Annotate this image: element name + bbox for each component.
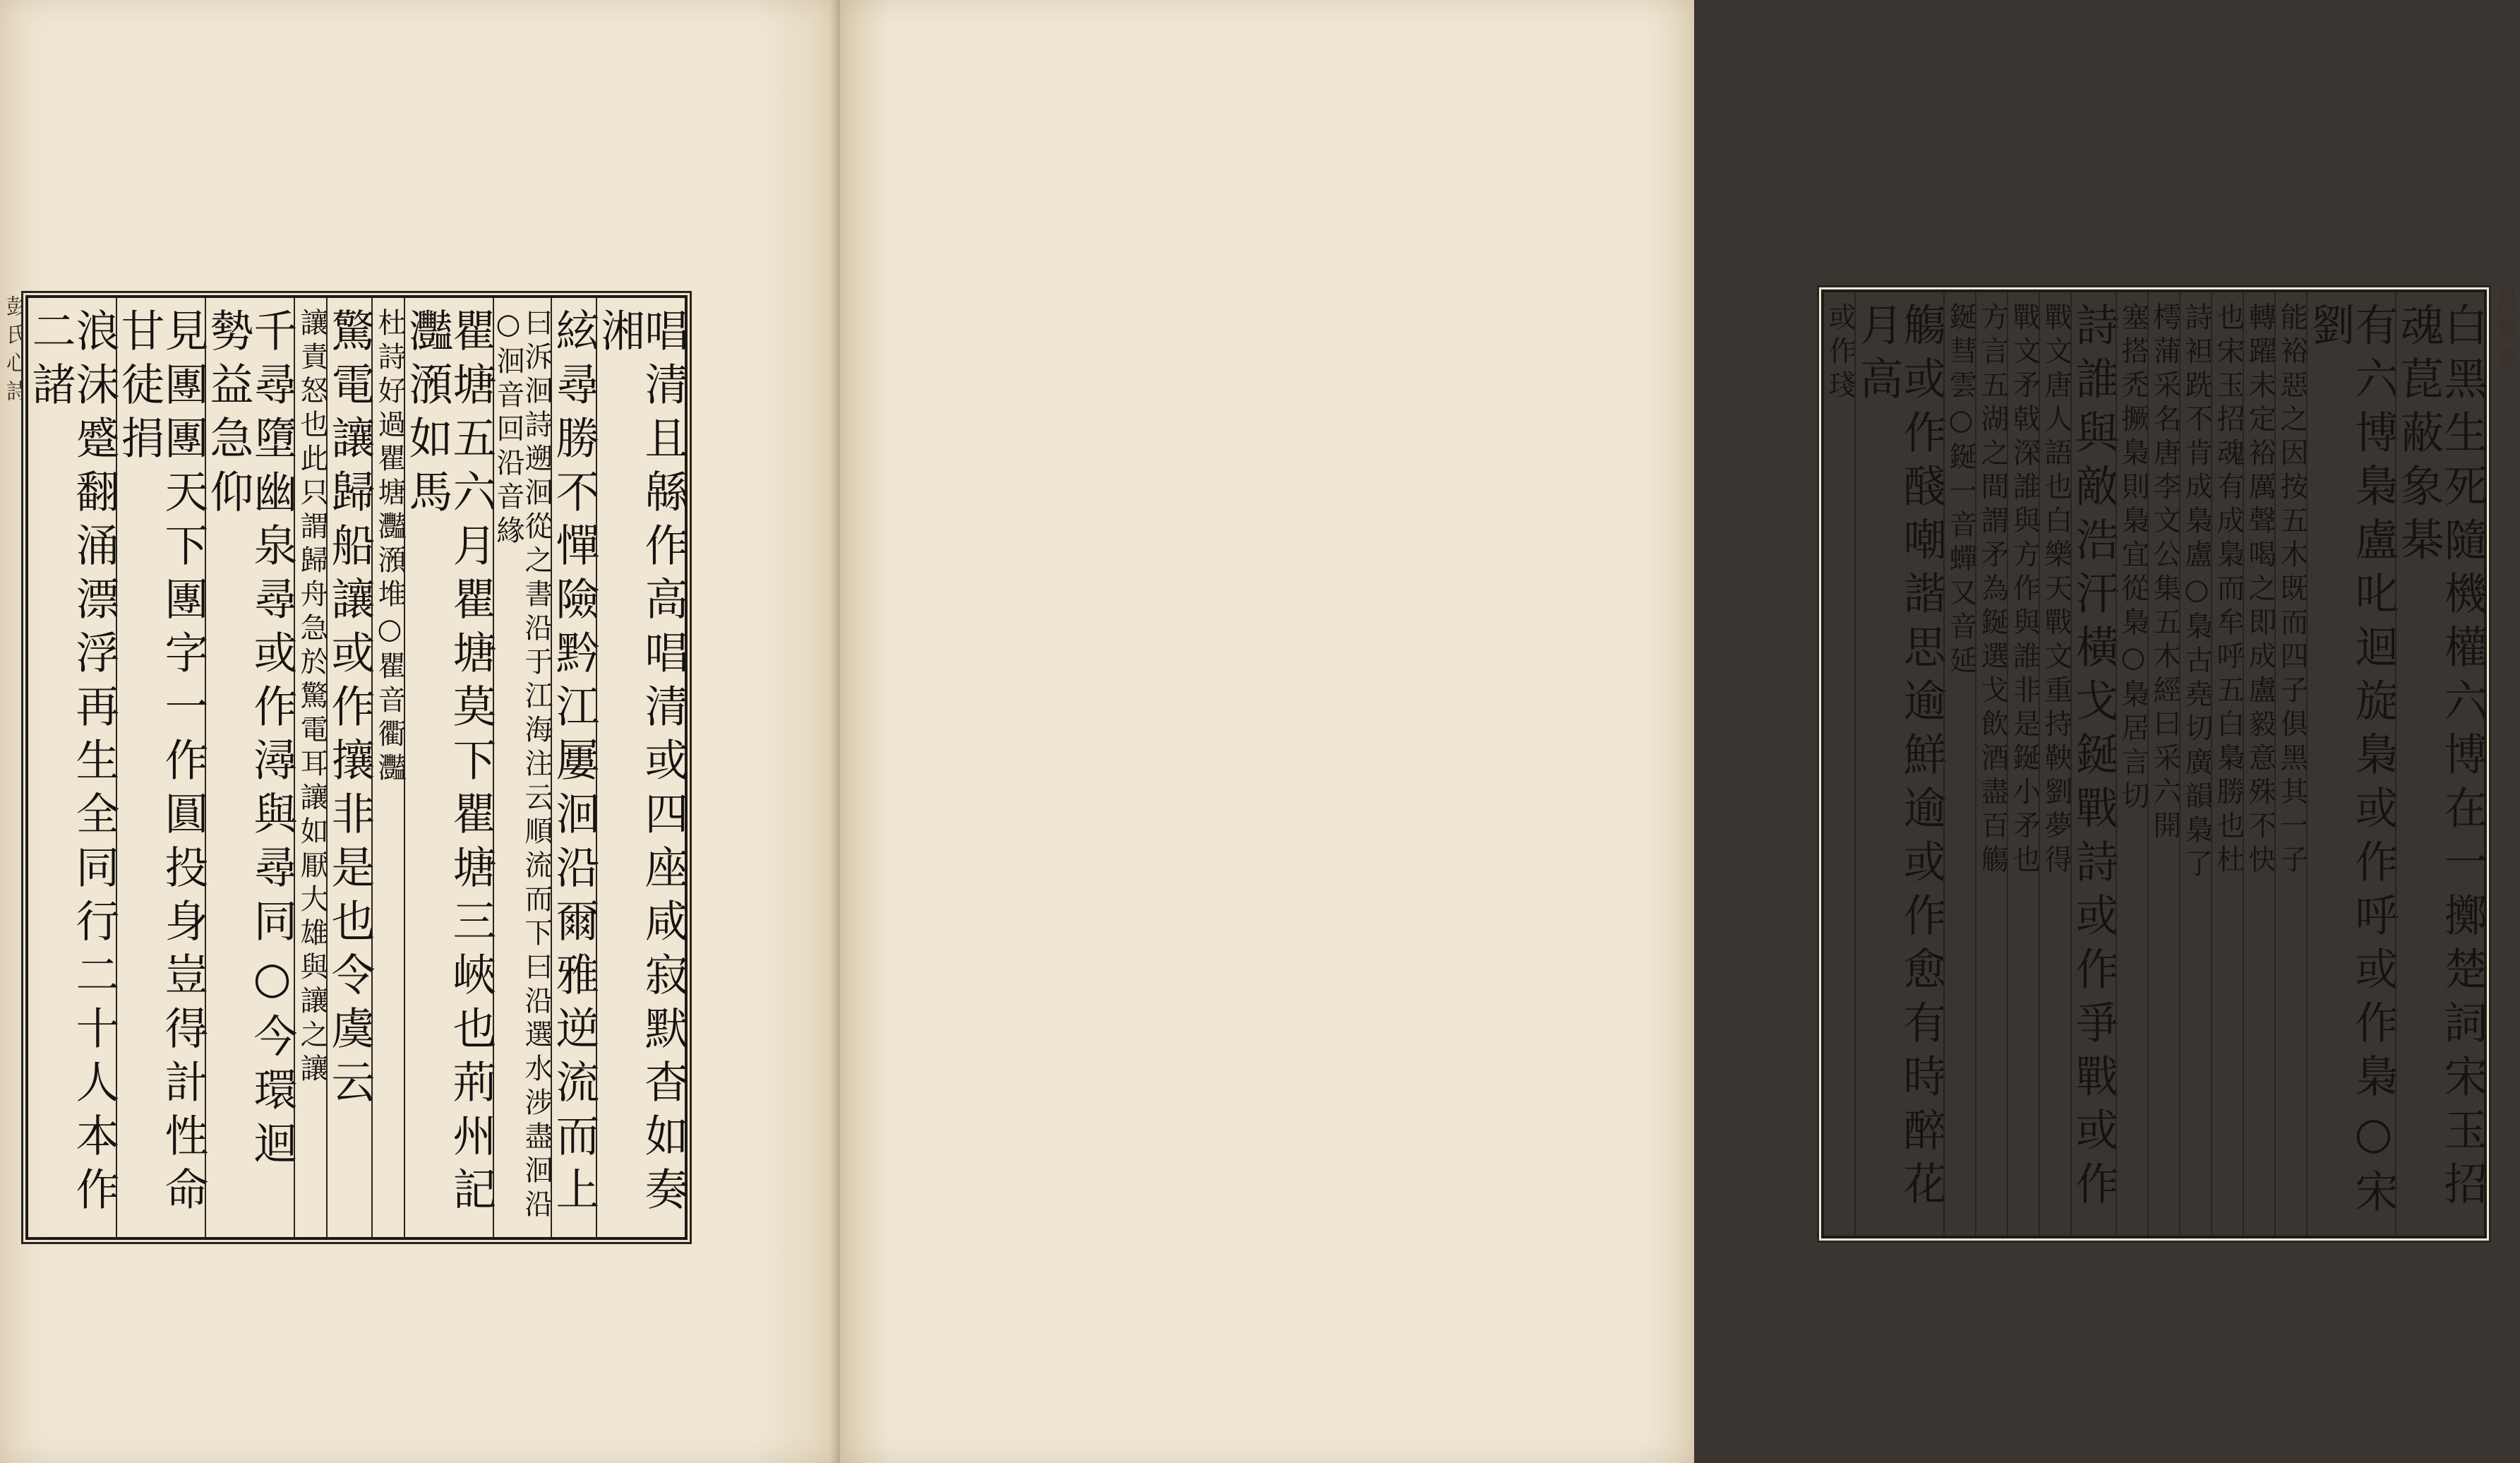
- text-column: 或作琖: [1824, 302, 1856, 404]
- text-column: 有六博梟盧叱迴旋梟或作呼或作梟○宋劉: [2306, 292, 2395, 1236]
- right-text-frame: [1821, 289, 2487, 1238]
- text-column: 戰文矛戟深誰與方作與誰非是鋋小矛也: [2007, 292, 2039, 1236]
- text-column: 千尋墮幽泉尋或作潯與尋同○今環迴勢益急仰: [205, 298, 294, 1237]
- text-column: 白黑生死隨機權六博在一擲楚詞宋玉招魂菎蔽象棊: [2395, 292, 2484, 1236]
- text-column: 詩袒跣不肯成梟盧○梟古堯切廣韻梟了: [2179, 292, 2211, 1236]
- text-column: 方言五湖之間謂矛為鋋選戈飲酒盡百觴: [1975, 292, 2007, 1236]
- left-banxin-label: 彭氏心詩: [2, 295, 27, 408]
- text-column: 轉躍未定裕厲聲喝之即成盧毅意殊不快: [2243, 292, 2274, 1236]
- text-column: 觴或作醆嘲諧思逾鮮逾或作愈有時醉花月高: [1854, 292, 1943, 1236]
- text-column: 驚電讓歸船讓或作攘非是也令虞云: [326, 298, 371, 1237]
- text-column: 能裕惡之因按五木既而四子俱黑其一子: [2274, 292, 2306, 1236]
- text-column: 唱清且緜作高唱清或四座咸寂默杳如奏湘: [596, 298, 685, 1237]
- text-column: 絃尋勝不憚險黔江屢洄沿爾雅逆流而上: [551, 298, 596, 1237]
- text-column: 戰文唐人語也白樂天戰文重持鞅劉夢得: [2039, 292, 2070, 1236]
- right-banxin-label: 昌黎卷: [2492, 289, 2517, 374]
- text-column: 讓責怒也此只謂歸舟急於驚電耳讓如厭大雄與讓之讓: [294, 298, 326, 1237]
- text-column: 曰泝洄詩遡洄從之書沿于江海注云順流而下曰沿選水涉盡洄沿○洄音回沿音緣: [493, 298, 551, 1237]
- left-text-frame: [25, 295, 688, 1240]
- right-page: [840, 0, 2517, 1463]
- left-columns: [25, 298, 689, 1237]
- text-column: 詩誰與敵浩汗橫戈鋋戰詩或作爭戰或作: [2070, 292, 2116, 1236]
- text-column: 塞搭禿撅梟則梟宜從梟○梟居言切: [2116, 292, 2147, 1236]
- text-column: 樗蒲采名唐李文公集五木經曰采六開: [2147, 292, 2179, 1236]
- text-column: 瞿塘五六月瞿塘莫下瞿塘三峽也荊州記灩澦如馬: [404, 298, 493, 1237]
- text-column: 也宋玉招魂有成梟而牟呼五白梟勝也杜: [2211, 292, 2243, 1236]
- left-page: [0, 0, 841, 1463]
- text-column: 浪沫蹙翻涌漂浮再生全同行二十人本作二諸: [25, 308, 120, 1220]
- text-column: 杜詩好過瞿塘灩澦堆○瞿音衢灩: [371, 298, 404, 1237]
- right-columns: [1824, 292, 2488, 1236]
- text-column: 見團團天下團字一作圓投身豈得計性命甘徒捐: [116, 298, 205, 1237]
- text-column: 鋋彗雲○鋋一音蟬又音延: [1943, 292, 1975, 1236]
